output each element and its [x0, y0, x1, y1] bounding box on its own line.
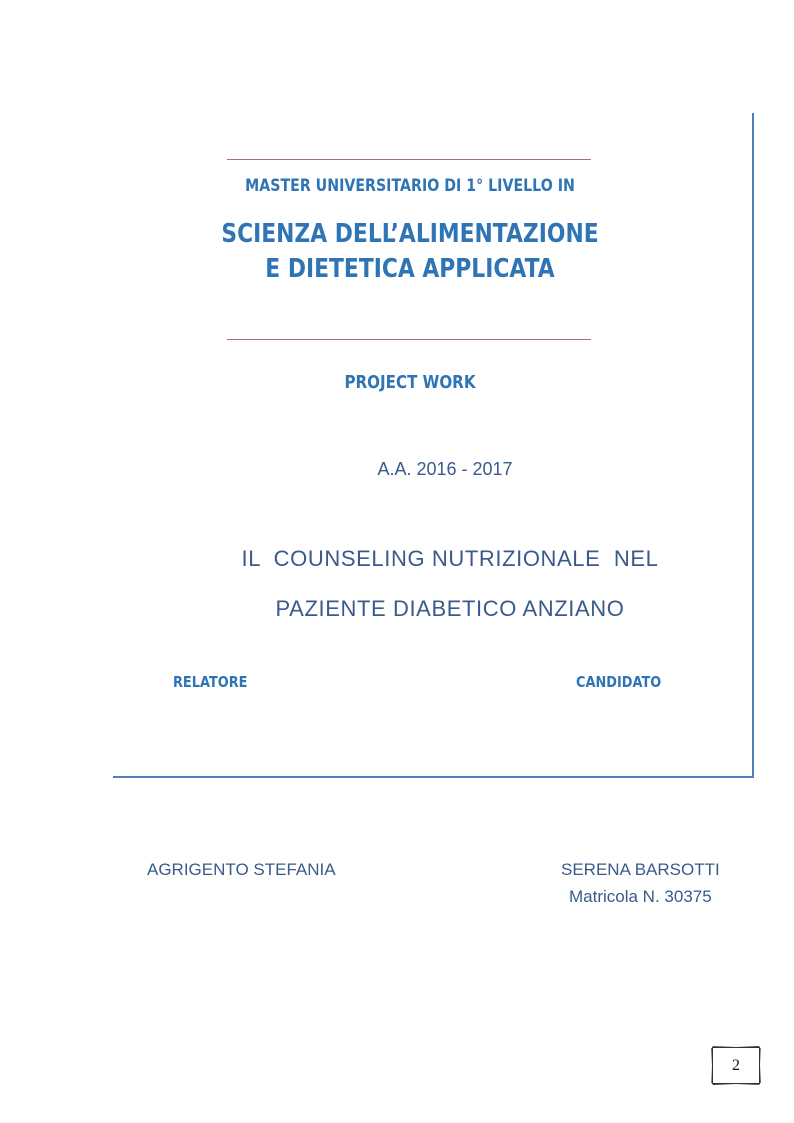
- matricola-number: Matricola N. 30375: [569, 887, 712, 906]
- master-title: MASTER UNIVERSITARIO DI 1° LIVELLO IN: [245, 176, 575, 195]
- frame-bottom-border: [113, 776, 754, 778]
- academic-year: A.A. 2016 - 2017: [377, 459, 513, 479]
- thesis-title-line-1: IL COUNSELING NUTRIZIONALE NEL: [241, 546, 659, 571]
- header-top-rule: [227, 159, 591, 160]
- relatore-name: AGRIGENTO STEFANIA: [147, 860, 336, 879]
- candidato-name: SERENA BARSOTTI: [561, 860, 720, 879]
- thesis-title-line-2: PAZIENTE DIABETICO ANZIANO: [275, 596, 625, 621]
- candidato-label: CANDIDATO: [576, 673, 662, 691]
- frame-right-border: [752, 113, 754, 778]
- page-number: 2: [732, 1056, 740, 1074]
- relatore-label: RELATORE: [173, 673, 248, 691]
- program-title-line-2: E DIETETICA APPLICATA: [265, 254, 555, 284]
- header-bottom-rule: [227, 339, 591, 340]
- program-title-line-1: SCIENZA DELL’ALIMENTAZIONE: [221, 219, 599, 249]
- project-work-heading: PROJECT WORK: [344, 372, 476, 393]
- page-number-box: [712, 1047, 760, 1084]
